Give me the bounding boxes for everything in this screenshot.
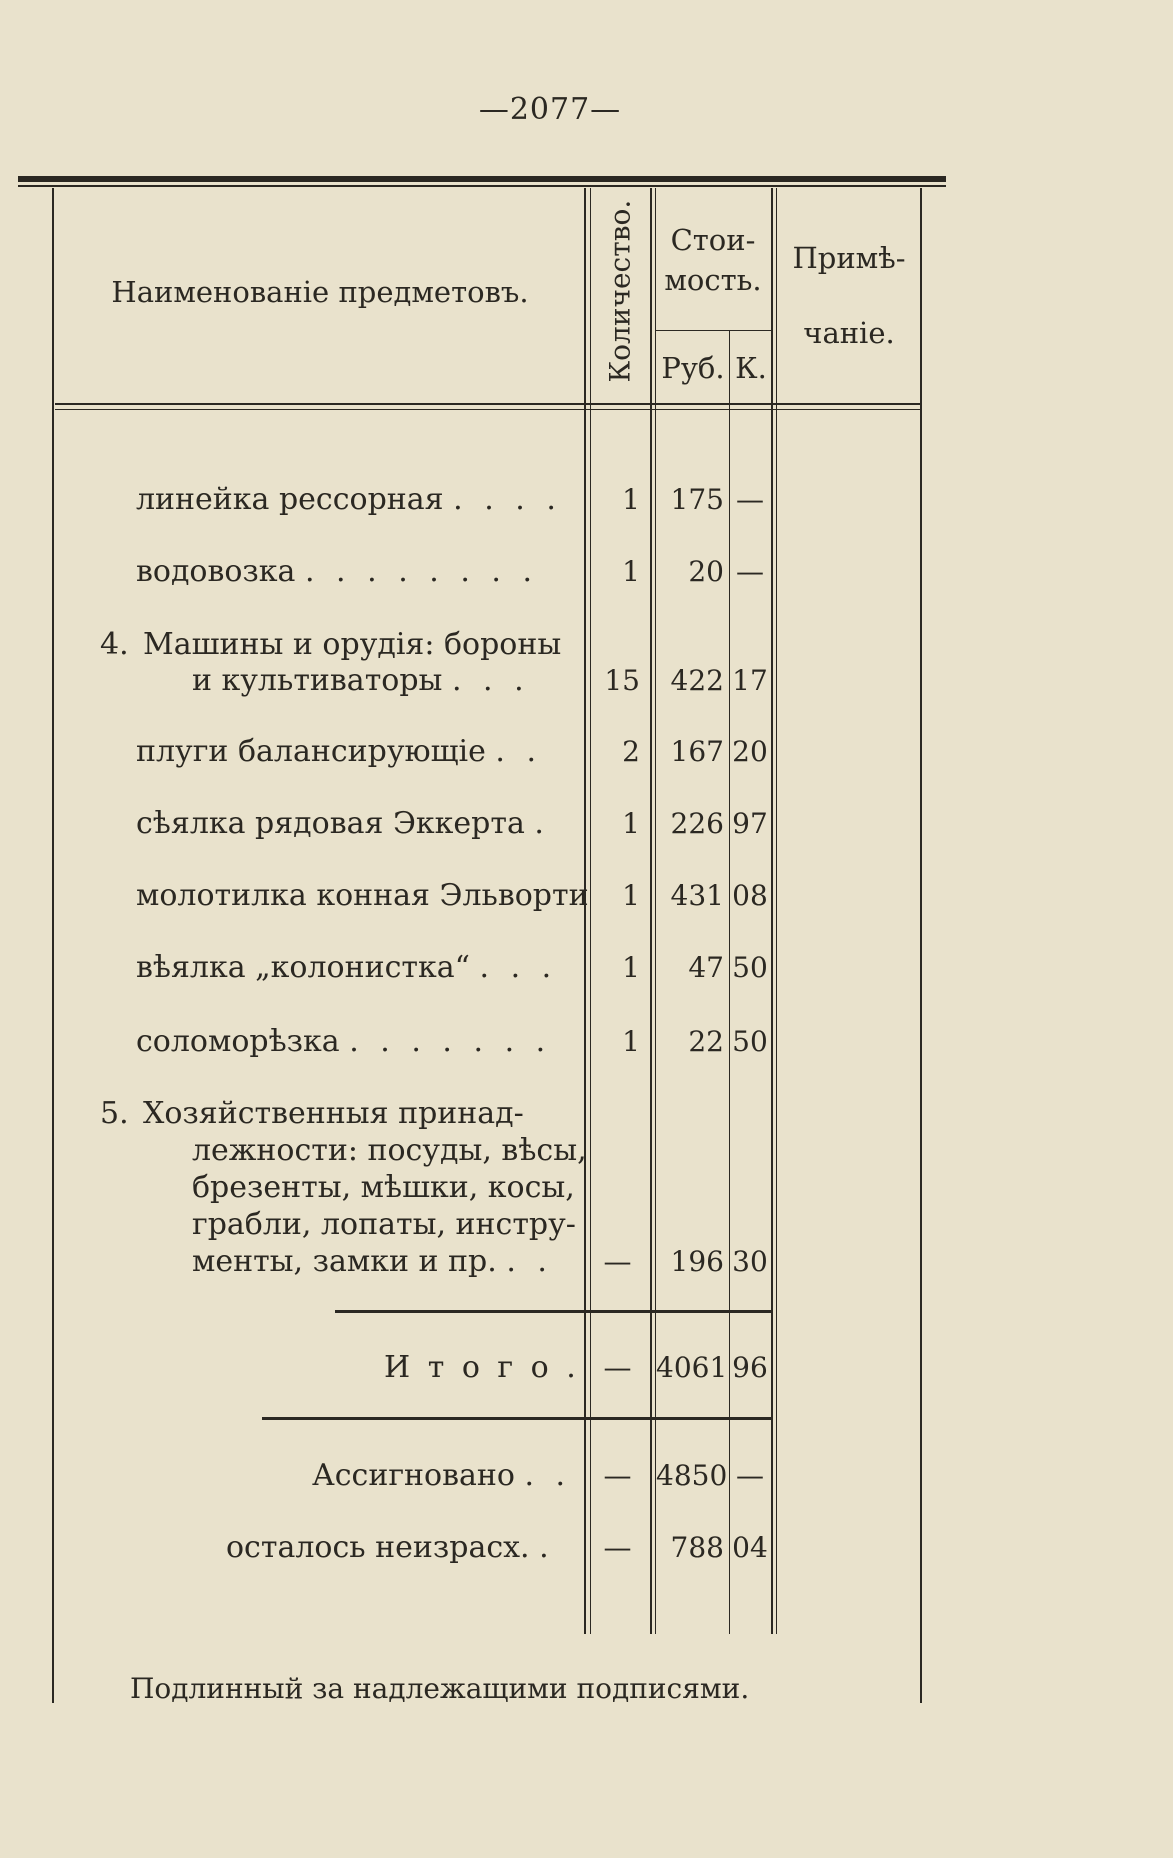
item-name: сѣялка рядовая Эккерта . (136, 806, 550, 841)
right-border (920, 188, 922, 1703)
item-rub: 196 (670, 1245, 724, 1278)
item-qty: 1 (622, 879, 640, 912)
item-rub: 20 (688, 555, 724, 588)
item-name-line2: лежности: посуды, вѣсы, (192, 1133, 587, 1168)
item-name: плуги балансирующіе . . (136, 734, 543, 769)
item-qty: 2 (622, 735, 640, 768)
header-note-line2: чаніе. (803, 316, 895, 350)
left-border (52, 188, 54, 1703)
item-name: водовозка . . . . . . . . (136, 554, 539, 589)
cost-subrule (655, 330, 771, 331)
item-rub: 167 (670, 735, 724, 768)
item-rub: 422 (670, 664, 724, 697)
assigned-rule (262, 1417, 772, 1420)
item-name-line3: брезенты, мѣшки, косы, (192, 1170, 575, 1205)
item-name: линейка рессорная . . . . (136, 482, 562, 517)
header-kop-col: К. (735, 351, 767, 385)
header-rule (55, 403, 921, 405)
header-name-col: Наименованіе предметовъ. (111, 275, 529, 309)
header-qty-col: Количество. (603, 199, 637, 383)
section-number: 5. (100, 1096, 129, 1131)
item-kop: 97 (732, 807, 768, 840)
item-name-line1: Машины и орудія: бороны (143, 627, 562, 662)
total-qty: — (603, 1351, 632, 1384)
item-rub: 226 (670, 807, 724, 840)
total-rule (335, 1310, 772, 1313)
item-name-line1: Хозяйственныя принад- (143, 1096, 524, 1131)
item-kop: 08 (732, 879, 768, 912)
top-rule (18, 176, 946, 182)
footer-note: Подлинный за надлежащими подписями. (130, 1672, 750, 1705)
remaining-rub: 788 (670, 1531, 724, 1564)
item-kop: 50 (732, 951, 768, 984)
header-cost-line2: мость. (664, 263, 762, 297)
section-number: 4. (100, 627, 129, 662)
item-name: и культиваторы . . . (192, 663, 530, 698)
item-name: соломорѣзка . . . . . . . (136, 1024, 552, 1059)
item-kop: — (736, 483, 764, 516)
item-qty: 1 (622, 483, 640, 516)
item-name: вѣялка „колонистка“ . . . (136, 950, 558, 985)
total-kop: 96 (732, 1351, 768, 1384)
item-kop: 50 (732, 1025, 768, 1058)
header-note-line1: Примѣ- (792, 241, 906, 275)
remaining-qty: — (603, 1531, 632, 1564)
item-kop: 17 (732, 664, 768, 697)
item-rub: 47 (688, 951, 724, 984)
assigned-kop: — (736, 1459, 764, 1492)
total-label: И т о г о . (384, 1350, 580, 1385)
header-rub-col: Руб. (661, 351, 725, 385)
item-name-line4: грабли, лопаты, инстру- (192, 1207, 576, 1242)
item-rub: 175 (670, 483, 724, 516)
item-qty: 1 (622, 951, 640, 984)
header-cost-line1: Стои- (670, 223, 756, 257)
assigned-qty: — (603, 1459, 632, 1492)
item-qty: 15 (604, 664, 640, 697)
header-rule-2 (55, 409, 921, 410)
item-name: менты, замки и пр. . . (192, 1244, 553, 1279)
assigned-rub: 4850 (656, 1459, 728, 1492)
page-number: —2077— (478, 92, 622, 127)
total-rub: 4061 (656, 1351, 728, 1384)
remaining-kop: 04 (732, 1531, 768, 1564)
col-line-note-left-2 (776, 188, 777, 1634)
item-qty: 1 (622, 555, 640, 588)
item-kop: 30 (732, 1245, 768, 1278)
item-name: молотилка конная Эльворти (136, 878, 589, 913)
item-rub: 22 (688, 1025, 724, 1058)
item-rub: 431 (670, 879, 724, 912)
item-qty: 1 (622, 1025, 640, 1058)
item-kop: — (736, 555, 764, 588)
item-qty: — (603, 1245, 632, 1278)
item-kop: 20 (732, 735, 768, 768)
remaining-label: осталось неизрасх. . (226, 1530, 549, 1565)
item-qty: 1 (622, 807, 640, 840)
top-rule-thin (18, 185, 946, 187)
assigned-label: Ассигновано . . (312, 1458, 572, 1493)
